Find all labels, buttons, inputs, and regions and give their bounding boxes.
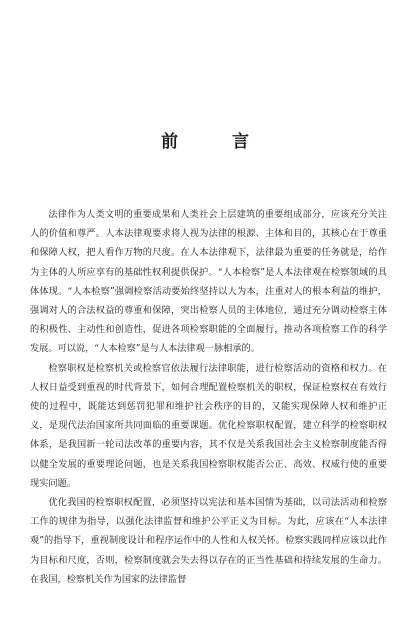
- paragraph-1: 法律作为人类文明的重要成果和人类社会上层建筑的重要组成部分，应该充分关注人的价值和尊严。人本法律观要求将人视为法律的根源、主体和目的，其核心在于尊重和保障人权，把人看作万物的尺度。在人本法律观下，法律最为重要的任务就是，给作为主体的人所应享有的基础性权利提供保护。“人本检察”是人本法律观在检察领域的具体体现。“人本检察”强调检察活动要始终坚持以人为本，注重对人的根本利益的维护，强调对人的合法权益的尊重和保障，突出检察人员的主体地位，通过充分调动检察主体的积极性、主动性和创造性，促进各项检察职能的全面履行，推动各项检察工作的科学发展。可以说，“人本检察”是与人本法律观一脉相承的。: [30, 209, 387, 355]
- paragraph-3: 优化我国的检察职权配置，必须坚持以宪法和基本国情为基础，以司法活动和检察工作的规律为指导，以强化法律监督和维护公平正义为目标。为此，应该在“人本法律观”的指导下，重视制度设计和程序运作中的人性和人权关怀。检察实践同样应该以此作为目标和尺度，否则，检察制度就会失去得以存在的正当性基础和持续发展的生命力。在我国，检察机关作为国家的法律监督: [30, 497, 387, 585]
- paragraph-2: 检察职权是检察机关或检察官依法履行法律职能，进行检察活动的资格和权力。在人权日益受到重视的时代背景下，如何合理配置检察机关的职权，保证检察权在有效行使的过程中，既能达到惩罚犯罪和维护社会秩序的目的，又能实现保障人权和维护正义，是现代法治国家所共同面临的重要课题。优化检察职权配置，建立科学的检察职权体系，是我国新一轮司法改革的重要内容，其不仅是关系我国社会主义检察制度能否得以健全发展的重要理论问题，也是关系我国检察职权能否公正、高效、权威行使的重要现实问题。: [30, 362, 387, 489]
- body-text: [30, 205, 387, 589]
- page-title: 前 言: [161, 132, 273, 152]
